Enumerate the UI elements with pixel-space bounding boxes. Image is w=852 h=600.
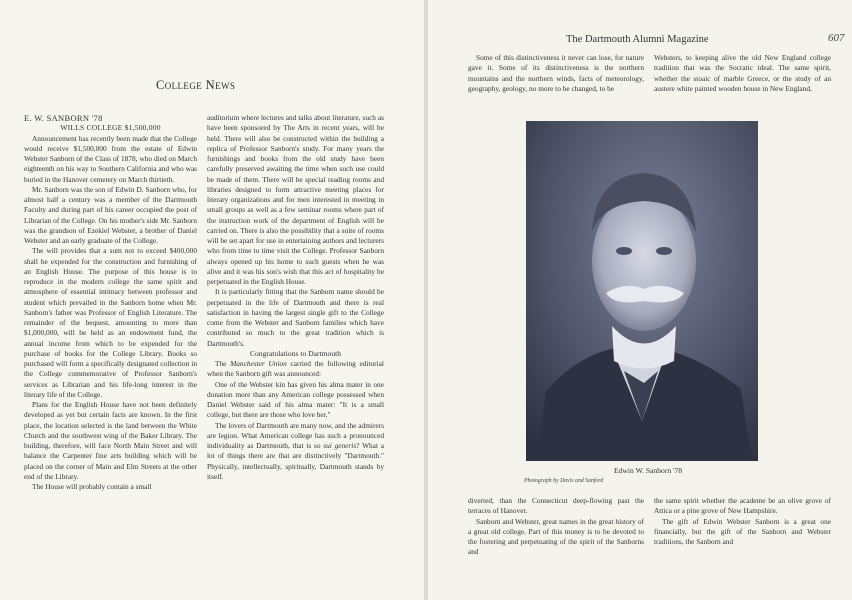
paragraph: Announcement has recently been made that the College would receive $1,500,000 from the estate of Edwin Webster Sanborn of the Class of 1878, who died on March eighteenth on his way to Southern California and who was buried in the Hanover cemetery on March thirtieth. [24, 133, 197, 184]
right-column-2-top [654, 53, 831, 94]
paragraph: The lovers of Dartmouth are many now, and the admirers are legion. What American college has such a pronounced individuality as Dartmouth, that is so sui generis? What a lot of things there are that are distinctively "Dartmouth." Physically, intellectually, spiritually, Dartmouth stands by itself. [207, 420, 384, 481]
paragraph: It is particularly fitting that the Sanborn name should be perpetuated in the life of Dartmouth and there is real satisfaction in having the largest single gift to the College come from the Webster and Sanborn families which have contributed so much to the great tradition which is Dartmouth's. [207, 287, 384, 348]
paragraph: Plans for the English House have not been definitely developed as yet but certain facts are known. In the first place, the location selected is the land between the White Church and the southwest wing of the Baker Library. The building, therefore, will face North Main Street and will balance the Carpenter fine arts building which will be placed on the corner of Main and Elm Streets at the other end of the Library. [24, 400, 197, 481]
right-column-1-bottom [468, 496, 644, 558]
portrait-photo [526, 121, 758, 461]
paragraph: the same spirit whether the academe be an olive grove of Attica or a pine grove of New Hampshire. [654, 496, 831, 516]
paragraph: auditorium where lectures and talks about literature, such as have been sponsored by The Arts in recent years, will be held. There will also be constructed within the building a replica of Professor Sanborn's study. For many years the furnishings and books from the old study have been carefully preserved awaiting the time when such use could be made of them. There will be special reading rooms and libraries designed to form attractive meeting places for literary organizations and for men interested in meeting in small groups as well as a few seminar rooms where part of the instruction work of the department of English will be carried on. There is also the possibility that a suite of rooms will be set apart for use in entertaining authors and lecturers who from time to time visit the College. Professor Sanborn always opened up his home to such guests when he was alive and it was his son's wish that this act of hospitality be perpetuated in the English House. [207, 113, 384, 286]
left-column-1 [24, 113, 197, 492]
left-column-2 [207, 113, 384, 482]
subheading: Congratulations to Dartmouth [249, 348, 342, 358]
paragraph: Mr. Sanborn was the son of Edwin D. Sanborn who, for almost half a century was a member of the Dartmouth Faculty and during part of his career occupied the post of Librarian of the College. On his mother's side Mr. Sanborn was the grandson of Ezekiel Webster, a brother of Daniel Webster and an early graduate of the College. [24, 184, 197, 245]
paragraph: diverted, than the Connecticut deep-flowing past the terraces of Hanover. [468, 496, 644, 516]
article-heading-line2: WILLS COLLEGE $1,500,000 [60, 123, 161, 133]
right-page [428, 0, 852, 600]
paragraph: Sanborn and Webster, great names in the great history of a great old college. Part of this money is to be devoted to the fostering and perpetuating of the spirit of the Sanborns and [468, 516, 644, 557]
right-column-1-top [468, 53, 644, 94]
left-page [0, 0, 424, 600]
page-number: 607 [828, 32, 845, 44]
article-heading-line1: E. W. SANBORN '78 [24, 113, 103, 123]
photo-credit: Photograph by Davis and Sanford [524, 478, 604, 484]
photo-caption: Edwin W. Sanborn '78 [614, 466, 683, 475]
section-title: College News [156, 78, 236, 92]
paragraph: Some of this distinctiveness it never can lose, for nature gave it. Some of its distinctiveness is the northern mountains and the northern winds, facts of meteorology, geography, geology, no more to be changed, to be [468, 53, 644, 93]
right-column-2-bottom [654, 496, 831, 547]
paragraph: One of the Webster kin has given his alma mater in one donation more than any American college possessed when Daniel Webster said of his alma mater: "It is a small college, but there are those who love her." [207, 379, 384, 420]
paragraph: The Manchester Union carried the following editorial when the Sanborn gift was announced: [207, 359, 384, 379]
paragraph: The will provides that a sum not to exceed $400,000 shall be expended for the construction and furnishing of an English House. The purpose of this house is to reproduce in the modern college the same spirit and atmosphere of essential intimacy between professor and student which prevailed in the Sanborn home when Mr. Sanborn's father was Professor of English Literature. The remainder of the bequest, amounting to more than $1,000,000, will be held as an endowment fund, the annual income from which to be expended for the purchase of books for the College Library. Books so purchased will form a specifically designated collection in the College commemorative of Professor Sanborn's services as Librarian and his life-long interest in the literary life of the College. [24, 246, 197, 399]
running-head: The Dartmouth Alumni Magazine [566, 34, 709, 45]
paragraph: The gift of Edwin Webster Sanborn is a great one financially, but the gift of the Sanborn and Webster traditions, the Sanborn and [654, 516, 831, 546]
paragraph: The House will probably contain a small [32, 482, 152, 491]
paragraph: Websters, to keeping alive the old New England college tradition that was the Socratic ideal. The same spirit, whether the stoaic of marble Greece, or the study of an austere white painted wooden house in New England, [654, 53, 831, 93]
